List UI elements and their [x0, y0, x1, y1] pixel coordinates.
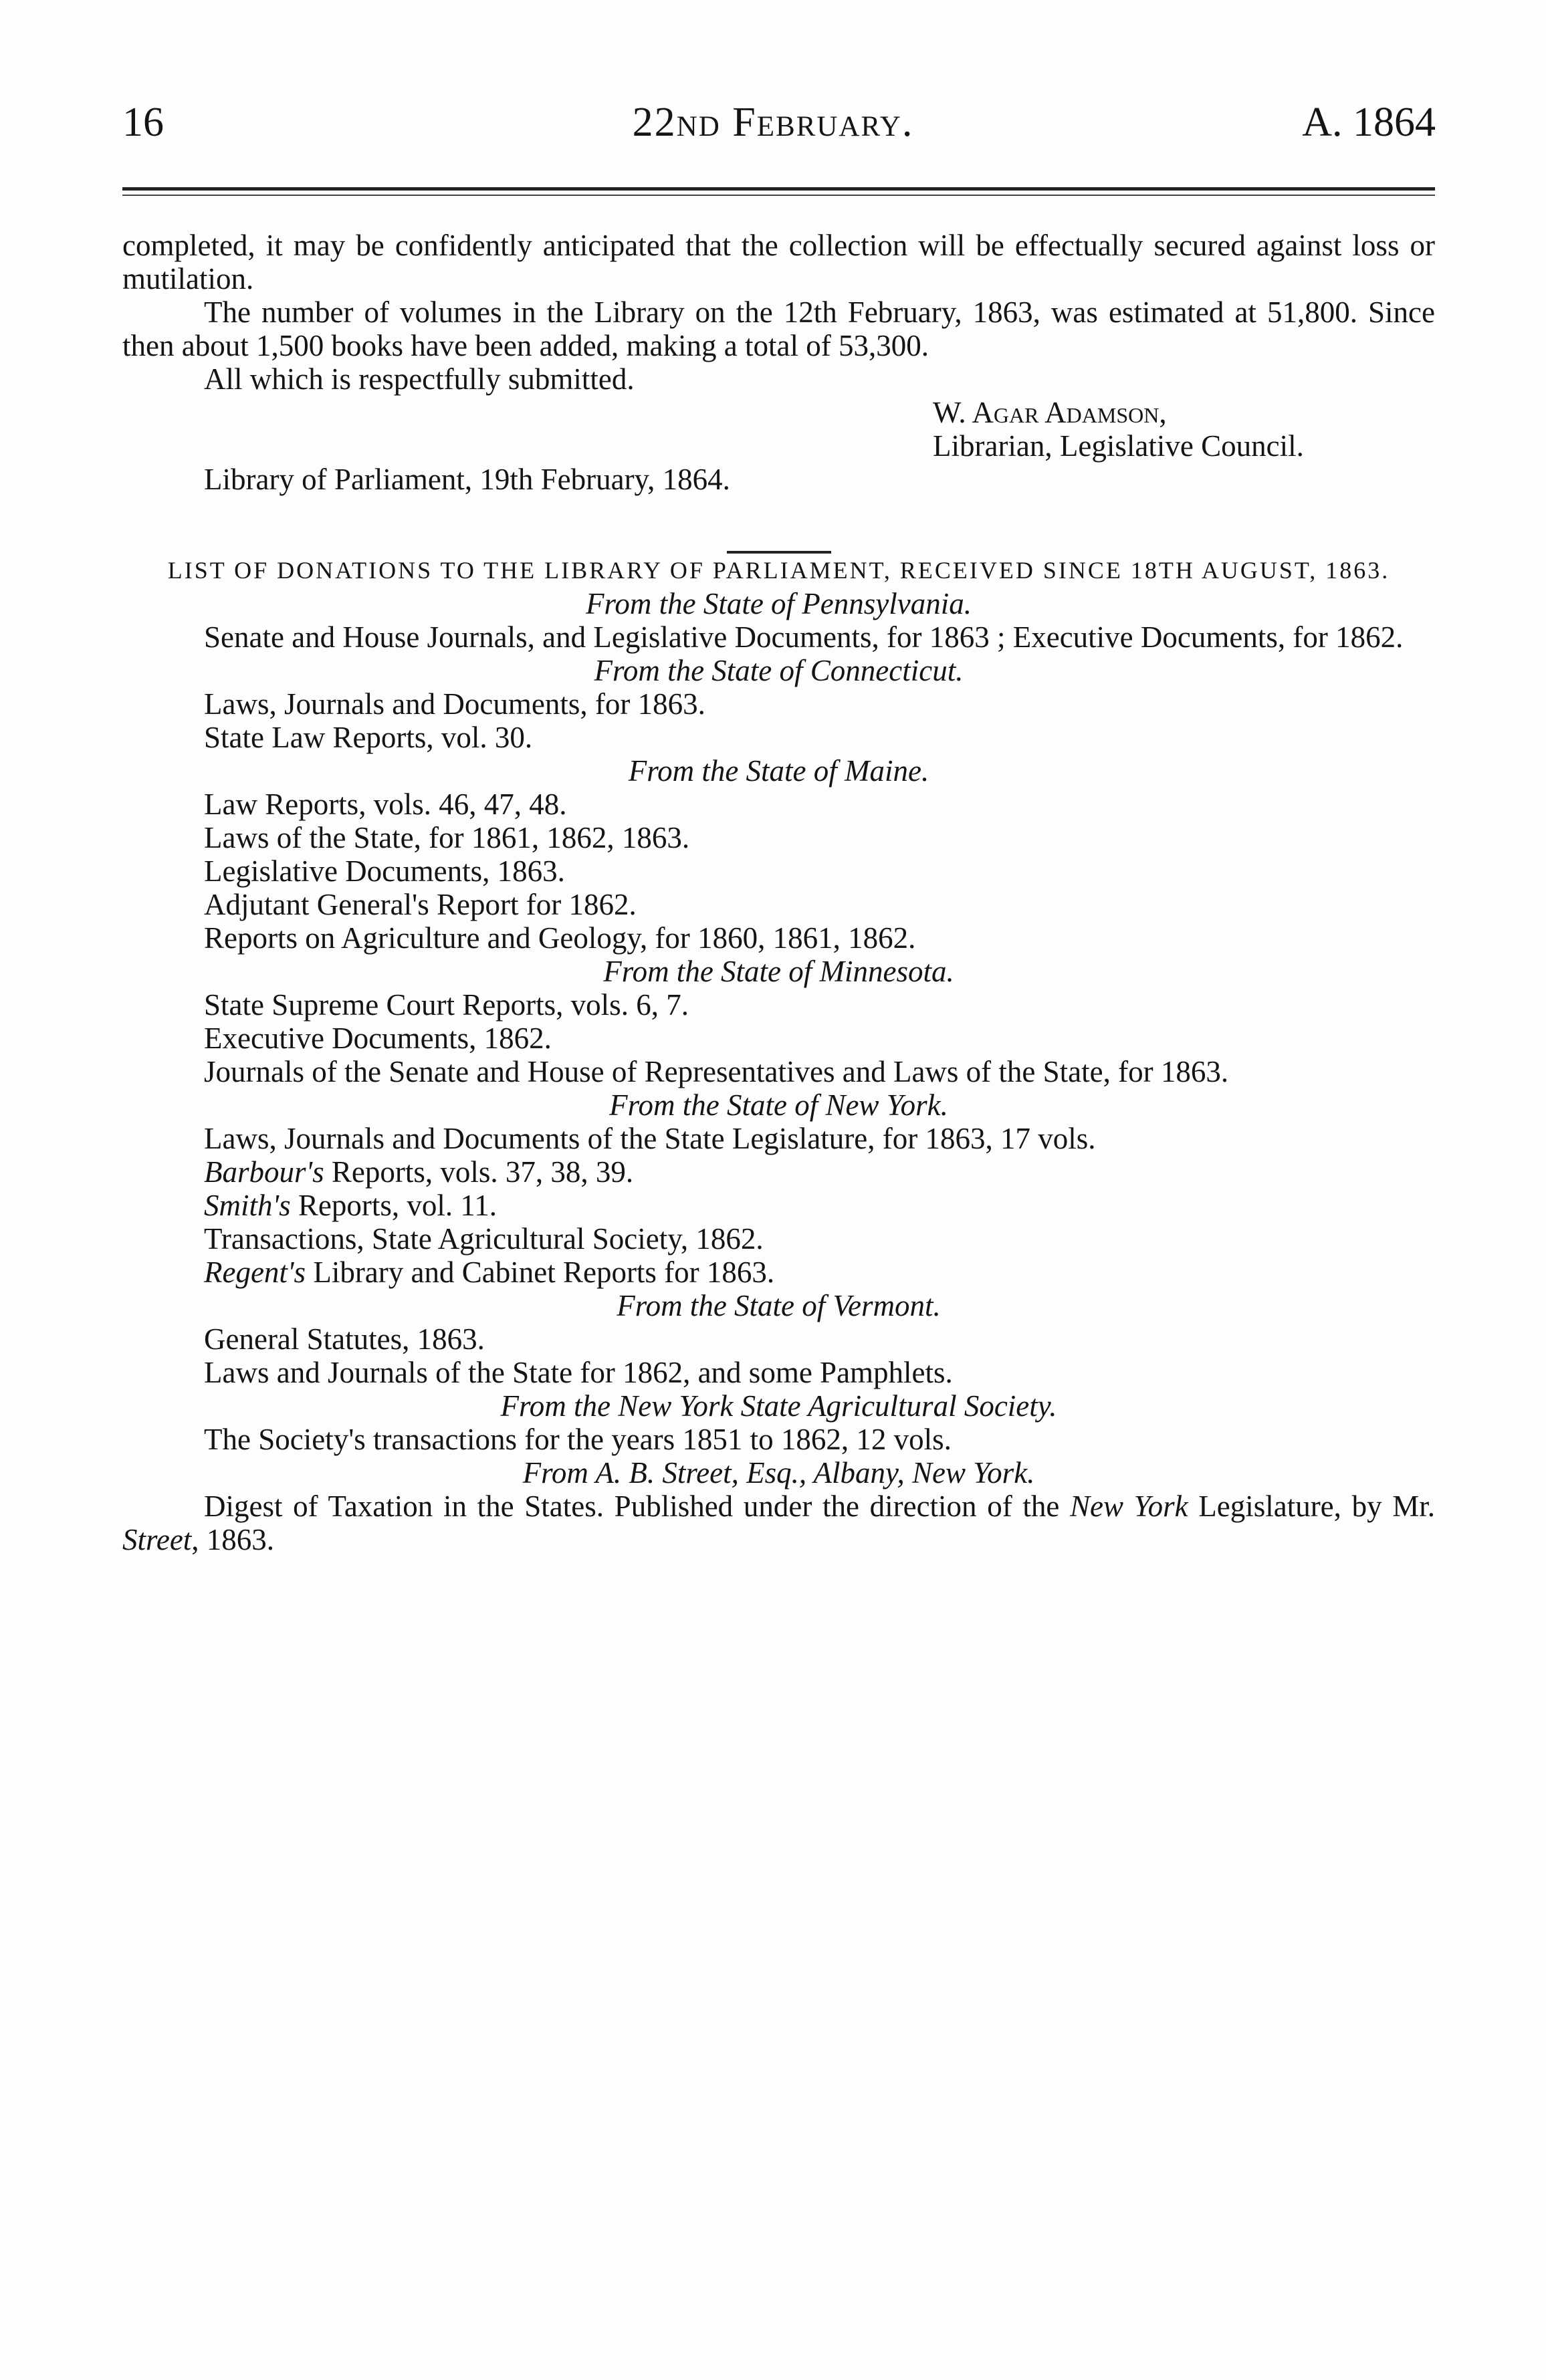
item-text: Reports, vols. 37, 38, 39.	[324, 1155, 634, 1189]
donation-item: Legislative Documents, 1863.	[204, 854, 565, 888]
donation-item: General Statutes, 1863.	[204, 1322, 485, 1356]
donation-item: Transactions, State Agricultural Society, 1862.	[204, 1222, 764, 1256]
signature-title: Librarian, Legislative Council.	[933, 429, 1304, 463]
header-rule-thick	[122, 187, 1435, 191]
donation-item: Law Reports, vols. 46, 47, 48.	[204, 788, 567, 821]
reporter-name: Barbour's	[204, 1155, 324, 1189]
donor-heading: From the New York State Agricultural Society.	[500, 1389, 1057, 1423]
item-text: Library and Cabinet Reports for 1863.	[306, 1256, 775, 1289]
donor-heading: From the State of Vermont.	[617, 1289, 941, 1322]
header-year: A. 1864	[1302, 100, 1436, 145]
donation-item	[122, 1490, 1435, 1556]
item-text: Digest of Taxation in the States. Published under the direction of the	[204, 1490, 1071, 1523]
donor-heading: From A. B. Street, Esq., Albany, New York.	[522, 1456, 1035, 1490]
place-date: Library of Parliament, 19th February, 1864.	[204, 463, 730, 496]
page-header	[0, 99, 1546, 152]
donor-heading: From the State of New York.	[609, 1088, 948, 1122]
report-paragraph: completed, it may be confidently anticipated that the collection will be effectually secured against loss or mutilation.	[122, 229, 1435, 295]
donor-heading: From the State of Maine.	[628, 754, 929, 788]
item-text: Legislature, by Mr.	[1188, 1490, 1435, 1523]
signature-name: W. Agar Adamson,	[933, 396, 1167, 429]
donation-item: Laws and Journals of the State for 1862, and some Pamphlets.	[204, 1356, 953, 1389]
donor-heading: From the State of Pennsylvania.	[586, 587, 972, 620]
item-text: Reports, vol. 11.	[290, 1189, 497, 1222]
donation-item: The Society's transactions for the years 1851 to 1862, 12 vols.	[204, 1423, 952, 1456]
donation-item: Reports on Agriculture and Geology, for 1860, 1861, 1862.	[204, 921, 916, 955]
donation-item: Laws, Journals and Documents of the State Legislature, for 1863, 17 vols.	[204, 1122, 1096, 1155]
report-paragraph: The number of volumes in the Library on the 12th February, 1863, was estimated at 51,800. Since then about 1,500 books have been added, making a total of 53,300.	[122, 295, 1435, 362]
donation-item	[122, 1155, 1435, 1189]
list-title: LIST OF DONATIONS TO THE LIBRARY OF PARLIAMENT, RECEIVED SINCE 18TH AUGUST, 1863.	[167, 557, 1390, 584]
header-date: 22nd February.	[632, 100, 914, 145]
header-rule-thin	[122, 195, 1435, 196]
donation-item: Journals of the Senate and House of Representatives and Laws of the State, for 1863.	[204, 1055, 1229, 1088]
reporter-name: Smith's	[204, 1189, 291, 1222]
donation-item: Laws of the State, for 1861, 1862, 1863.	[204, 821, 690, 854]
reporter-name: Regent's	[204, 1256, 306, 1289]
item-italic: New York	[1070, 1490, 1188, 1523]
donor-heading: From the State of Minnesota.	[603, 955, 954, 988]
item-text: , 1863.	[191, 1523, 275, 1556]
donation-item: State Supreme Court Reports, vols. 6, 7.	[204, 988, 689, 1022]
page-number: 16	[122, 100, 164, 145]
donation-item: Laws, Journals and Documents, for 1863.	[204, 687, 705, 721]
donation-item	[122, 1189, 1435, 1222]
donation-item: Adjutant General's Report for 1862.	[204, 888, 637, 921]
donor-heading: From the State of Connecticut.	[594, 654, 964, 687]
donation-item: State Law Reports, vol. 30.	[204, 721, 533, 754]
donation-item: Executive Documents, 1862.	[204, 1022, 552, 1055]
donation-item	[122, 1256, 1435, 1289]
report-paragraph: All which is respectfully submitted.	[204, 362, 635, 396]
item-italic: Street	[122, 1523, 192, 1556]
donation-item: Senate and House Journals, and Legislative Documents, for 1863 ; Executive Documents, for 1862.	[204, 620, 1404, 654]
page-body	[122, 229, 1435, 1556]
